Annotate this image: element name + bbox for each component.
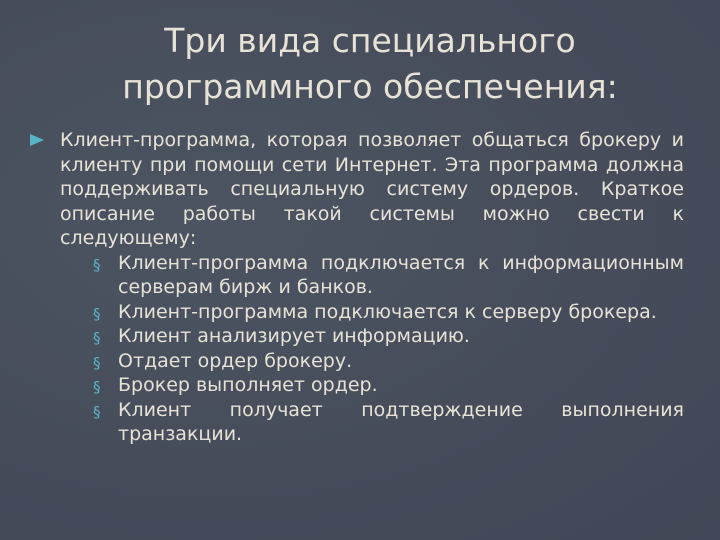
slide-title [60,18,680,110]
square-bullet-icon: § [93,329,101,347]
sub-bullet-item [60,398,684,447]
sub-bullet-text: Клиент получает подтверждение выполнения транзакции. [118,398,684,445]
square-bullet-icon: § [93,255,101,274]
title-line-2: программного обеспечения: [122,67,618,106]
main-bullet [30,128,684,447]
sub-bullet-text: Клиент анализирует информацию. [118,325,470,347]
sub-bullet-text: Клиент-программа подключается к информационным серверам бирж и банков. [118,251,684,298]
square-bullet-icon: § [93,378,101,396]
square-bullet-icon: § [93,402,101,421]
slide-content [30,128,684,447]
square-bullet-icon: § [93,304,101,323]
sub-bullet-item [60,349,684,374]
sub-bullet-item [60,324,684,349]
sub-bullet-text: Отдает ордер брокеру. [118,349,353,372]
sub-bullet-list [60,251,684,447]
square-bullet-icon: § [93,353,101,372]
main-bullet-text: Клиент-программа, которая позволяет общаться брокеру и клиенту при помощи сети Интернет. Эта программа должна поддерживать специальную систему ордеров. Краткое описание работы такой системы можно свести к следующему: [60,129,684,249]
sub-bullet-item [60,251,684,300]
title-line-1: Три вида специального [164,21,576,60]
sub-bullet-text: Брокер выполняет ордер. [118,374,378,396]
sub-bullet-item [60,300,684,325]
arrow-right-icon [30,134,44,146]
sub-bullet-item [60,373,684,398]
sub-bullet-text: Клиент-программа подключается к серверу брокера. [118,300,657,323]
